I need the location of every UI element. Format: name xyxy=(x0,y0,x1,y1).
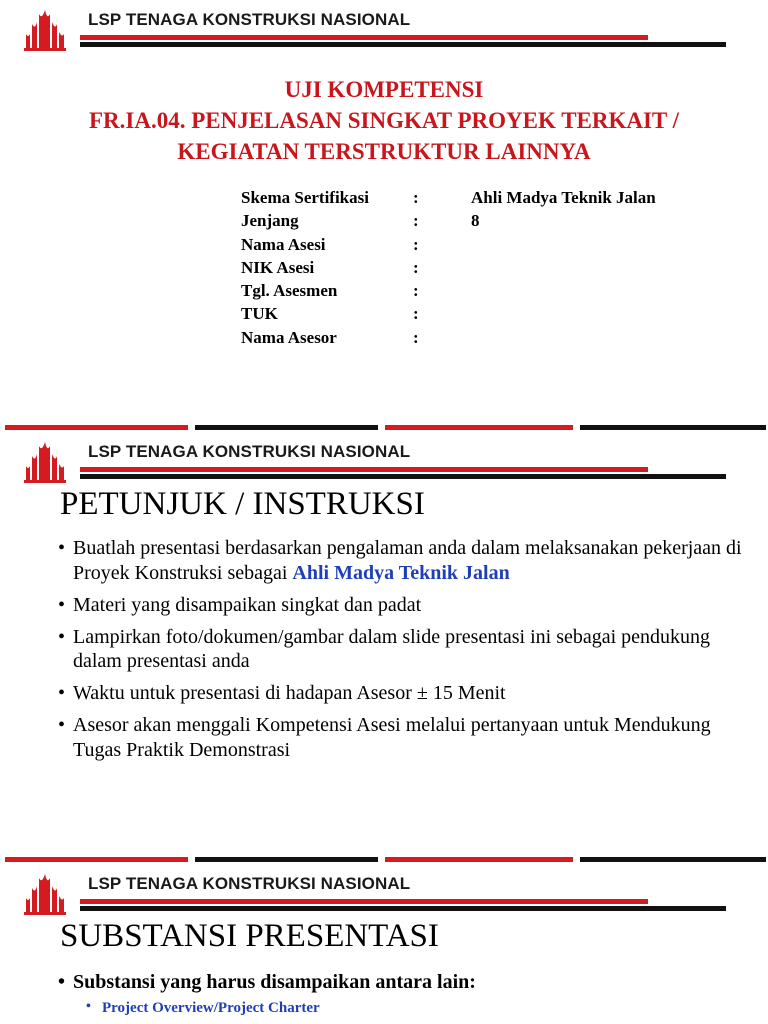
slide-separator xyxy=(0,425,768,430)
flame-building-icon xyxy=(22,872,68,916)
info-row xyxy=(241,233,656,256)
instruction-item xyxy=(56,593,756,618)
instruction-text: Buatlah presentasi berdasarkan pengalaman anda dalam melaksanakan pekerjaan di Proyek Konstruksi sebagai xyxy=(73,537,742,584)
info-colon: : xyxy=(413,234,419,254)
info-row xyxy=(241,209,656,232)
info-row xyxy=(241,256,656,279)
info-value xyxy=(471,279,656,302)
info-row xyxy=(241,326,656,349)
info-label: Nama Asesi xyxy=(241,234,326,254)
info-row xyxy=(241,279,656,302)
slide-heading: PETUNJUK / INSTRUKSI xyxy=(60,486,425,522)
slide-instructions xyxy=(0,432,768,852)
org-name: LSP TENAGA KONSTRUKSI NASIONAL xyxy=(88,874,411,893)
info-label: NIK Asesi xyxy=(241,257,315,277)
info-value xyxy=(471,233,656,256)
header-red-rule xyxy=(80,467,648,472)
flame-building-icon xyxy=(22,440,68,484)
org-name: LSP TENAGA KONSTRUKSI NASIONAL xyxy=(88,10,411,29)
info-row xyxy=(241,302,656,325)
org-name: LSP TENAGA KONSTRUKSI NASIONAL xyxy=(88,442,411,461)
slide-substance xyxy=(0,864,768,1024)
slide-cover xyxy=(0,0,768,420)
instruction-text: Asesor akan menggali Kompetensi Asesi melalui pertanyaan untuk Mendukung Tugas Praktik Demonstrasi xyxy=(73,714,711,761)
info-value: Ahli Madya Teknik Jalan xyxy=(471,188,656,207)
header-red-rule xyxy=(80,899,648,904)
instruction-text: Lampirkan foto/dokumen/gambar dalam slide presentasi ini sebagai pendukung dalam presentasi anda xyxy=(73,625,711,672)
substance-sub-item: • Project Overview/Project Charter xyxy=(86,998,320,1018)
info-label: TUK xyxy=(241,304,278,324)
instruction-text: Materi yang disampaikan singkat dan padat xyxy=(73,593,422,616)
flame-building-icon xyxy=(22,8,68,52)
substance-item: • Substansi yang harus disampaikan antara lain: xyxy=(56,970,756,994)
info-value xyxy=(471,256,656,279)
info-value xyxy=(471,326,656,349)
assessment-info-table xyxy=(241,186,656,349)
cover-title-line: UJI KOMPETENSI xyxy=(284,77,484,102)
info-label: Jenjang xyxy=(241,211,299,231)
slide-separator xyxy=(0,857,768,862)
instruction-text: Waktu untuk presentasi di hadapan Asesor ± 15 Menit xyxy=(73,682,506,704)
slide-heading: SUBSTANSI PRESENTASI xyxy=(60,918,439,954)
cover-title-line: KEGIATAN TERSTRUKTUR LAINNYA xyxy=(177,139,591,164)
info-value xyxy=(471,302,656,325)
substance-sub-list xyxy=(86,998,320,1018)
header-black-rule xyxy=(80,474,726,479)
info-label: Nama Asesor xyxy=(241,327,337,347)
info-value: 8 xyxy=(471,211,480,231)
instruction-highlight: Ahli Madya Teknik Jalan xyxy=(292,561,510,584)
header-black-rule xyxy=(80,906,726,911)
cover-title-line: FR.IA.04. PENJELASAN SINGKAT PROYEK TERKAIT / xyxy=(88,108,679,133)
info-colon: : xyxy=(413,304,419,324)
info-colon: : xyxy=(413,327,419,347)
instruction-item xyxy=(56,681,756,706)
instruction-item xyxy=(56,536,756,585)
info-label: Skema Sertifikasi xyxy=(241,188,369,207)
instruction-item xyxy=(56,713,756,762)
info-colon: : xyxy=(413,281,419,301)
cover-title xyxy=(0,74,768,167)
info-colon: : xyxy=(413,211,419,231)
instruction-list xyxy=(56,536,756,770)
header-red-rule xyxy=(80,35,648,40)
header-black-rule xyxy=(80,42,726,47)
info-colon: : xyxy=(413,188,419,207)
info-colon: : xyxy=(413,257,419,277)
substance-list xyxy=(56,970,756,994)
info-row xyxy=(241,186,656,209)
instruction-item xyxy=(56,625,756,674)
info-label: Tgl. Asesmen xyxy=(241,281,338,301)
